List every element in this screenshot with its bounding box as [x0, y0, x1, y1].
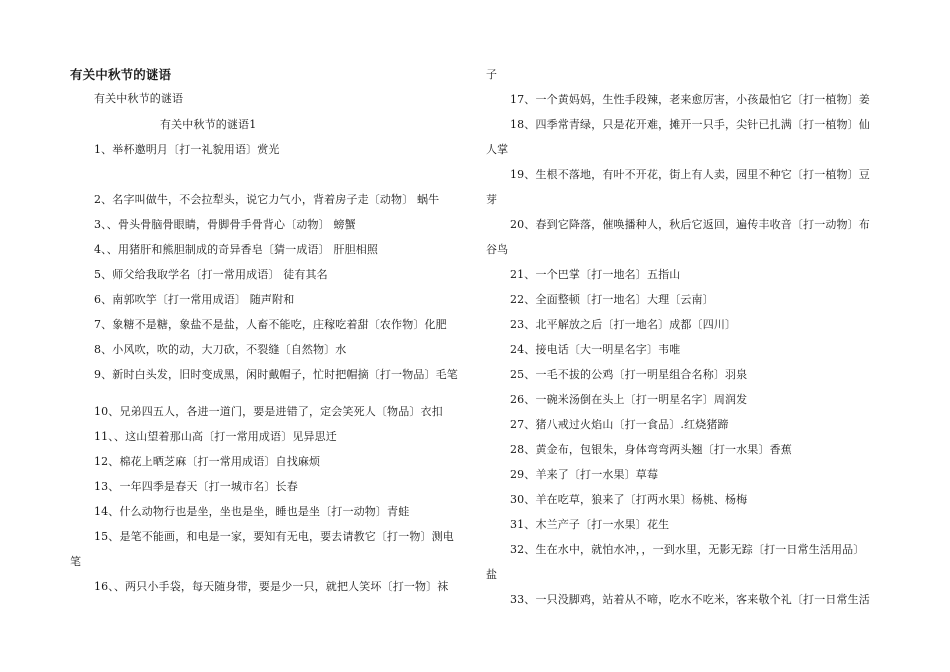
riddle-line: 24、接电话〔大一明星名字〕韦唯: [510, 343, 681, 356]
riddle-line: 22、全面整顿〔打一地名〕大理〔云南〕: [510, 293, 714, 306]
riddle-line: 15、是笔不能画，和电是一家，要知有无电，要去请教它〔打一物〕测电: [94, 530, 454, 543]
riddle-line: 11、、这山望着那山高〔打一常用成语〕见异思迁: [94, 430, 337, 443]
document-title: 有关中秋节的谜语: [70, 67, 172, 82]
riddle-line: 27、猪八戒过火焰山〔打一食品〕.红烧猪蹄: [510, 418, 729, 431]
riddle-line: 25、一毛不拔的公鸡〔打一明星组合名称〕羽泉: [510, 368, 748, 381]
riddle-line-continuation: 芽: [486, 193, 498, 206]
riddle-line: 12、棉花上晒芝麻〔打一常用成语〕自找麻烦: [94, 455, 321, 468]
riddle-line: 4、、用猪肝和熊胆制成的奇异香皂〔猜一成语〕 肝胆相照: [94, 243, 379, 256]
riddle-line-continuation: 人掌: [486, 143, 509, 156]
riddle-line: 6、南郭吹竽〔打一常用成语〕 随声附和: [94, 293, 295, 306]
riddle-line: 1、举杯邀明月〔打一礼貌用语〕赏光: [94, 143, 280, 156]
riddle-line: 23、北平解放之后〔打一地名〕成都〔四川〕: [510, 318, 737, 331]
riddle-line: 32、生在水中，就怕水冲，，一到水里，无影无踪〔打一日常生活用品〕: [510, 543, 865, 556]
riddle-line: 26、一碗米汤倒在头上〔打一明星名字〕周润发: [510, 393, 748, 406]
riddle-line: 7、象糖不是糖，象盐不是盐，人畜不能吃，庄稼吃着甜〔农作物〕化肥: [94, 318, 447, 331]
riddle-line: 17、一个黄妈妈，生性手段辣，老来愈厉害，小孩最怕它〔打一植物〕姜: [510, 93, 870, 106]
riddle-line: 19、生根不落地，有叶不开花，街上有人卖，园里不种它〔打一植物〕豆: [510, 168, 870, 181]
riddle-line: 28、黄金布，包银朱，身体弯弯两头翘〔打一水果〕香蕉: [510, 443, 792, 456]
riddle-line: 31、木兰产子〔打一水果〕花生: [510, 518, 670, 531]
riddle-line: 5、师父给我取学名〔打一常用成语〕 徒有其名: [94, 268, 328, 281]
riddle-line: 18、四季常青绿，只是花开难，摊开一只手，尖针已扎满〔打一植物〕仙: [510, 118, 870, 131]
riddle-line: 2、名字叫做牛，不会拉犁头，说它力气小，背着房子走〔动物〕 蜗牛: [94, 193, 440, 206]
subtitle: 有关中秋节的谜语: [94, 92, 184, 105]
riddle-line: 9、新时白头发，旧时变成黑，闲时戴帽子，忙时把帽摘〔打一物品〕毛笔: [94, 368, 458, 381]
riddle-line: 8、小风吹，吹的动，大刀砍，不裂缝〔自然物〕水: [94, 343, 347, 356]
riddle-line-continuation: 笔: [70, 555, 82, 568]
riddle-line: 30、羊在吃草，狼来了〔打两水果〕杨桃、杨梅: [510, 493, 748, 506]
section-heading: 有关中秋节的谜语1: [160, 118, 257, 131]
riddle-line: 16、、两只小手袋，每天随身带，要是少一只，就把人笑坏〔打一物〕袜: [94, 580, 449, 593]
riddle-line-continuation: 盐: [486, 568, 498, 581]
riddle-line: 3、、骨头骨脑骨眼睛，骨脚骨手骨背心〔动物〕 螃蟹: [94, 218, 356, 231]
riddle-line: 20、春到它降落，催唤播种人，秋后它返回，遍传丰收音〔打一动物〕布: [510, 218, 870, 231]
riddle-line: 10、兄弟四五人，各进一道门，要是进错了，定会笑死人〔物品〕衣扣: [94, 405, 443, 418]
riddle-line: 29、羊来了〔打一水果〕草莓: [510, 468, 659, 481]
riddle-line: 14、什么动物行也是坐，坐也是坐，睡也是坐〔打一动物〕青蛙: [94, 505, 410, 518]
riddle-line-continuation: 谷鸟: [486, 243, 509, 256]
riddle-line: 13、一年四季是春天〔打一城市名〕长春: [94, 480, 298, 493]
riddle-line: 21、一个巴掌〔打一地名〕五指山: [510, 268, 681, 281]
riddle-line-continuation: 子: [486, 68, 498, 81]
riddle-line: 33、一只没脚鸡，站着从不啼，吃水不吃米，客来敬个礼〔打一日常生活: [510, 593, 870, 606]
